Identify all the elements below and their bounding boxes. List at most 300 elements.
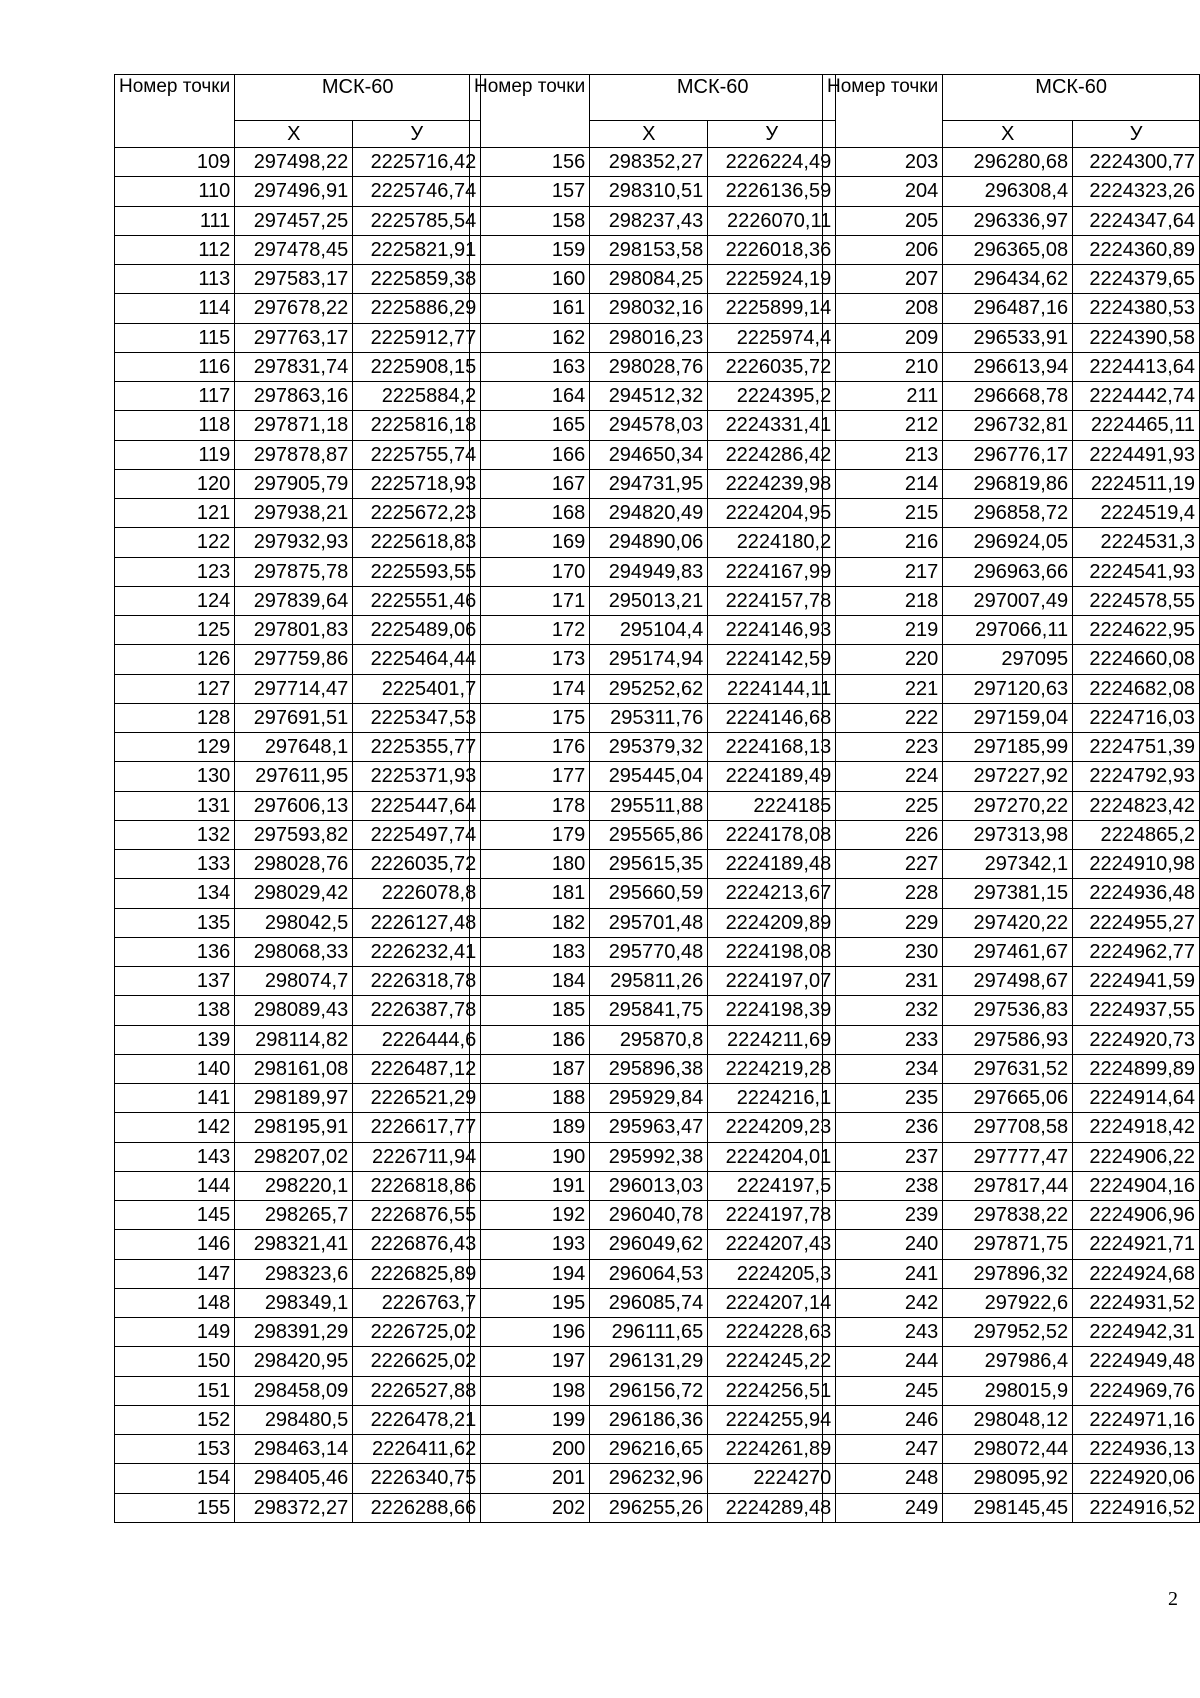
y-coordinate-cell: 2224937,55 [1073, 996, 1200, 1025]
table-row [115, 996, 481, 1025]
x-coordinate-cell: 297648,1 [235, 733, 353, 762]
x-coordinate-cell: 298265,7 [235, 1201, 353, 1230]
y-coordinate-cell: 2224865,2 [1073, 820, 1200, 849]
point-number-cell: 193 [470, 1230, 590, 1259]
table-row [470, 206, 836, 235]
table-row [115, 674, 481, 703]
x-coordinate-cell: 298391,29 [235, 1318, 353, 1347]
table-row [115, 733, 481, 762]
y-coordinate-cell: 2224144,11 [708, 674, 836, 703]
point-number-cell: 210 [823, 352, 943, 381]
y-coordinate-cell: 2224209,89 [708, 908, 836, 937]
y-coordinate-cell: 2225908,15 [353, 352, 481, 381]
point-number-cell: 154 [115, 1464, 235, 1493]
y-coordinate-cell: 2226340,75 [353, 1464, 481, 1493]
table-row [470, 148, 836, 177]
point-number-cell: 195 [470, 1288, 590, 1317]
y-coordinate-cell: 2224205,3 [708, 1259, 836, 1288]
x-coordinate-cell: 295870,8 [590, 1025, 708, 1054]
table-row [470, 879, 836, 908]
y-coordinate-cell: 2226224,49 [708, 148, 836, 177]
table-row [115, 762, 481, 791]
x-coordinate-cell: 296365,08 [943, 235, 1073, 264]
table-row [823, 1025, 1200, 1054]
y-coordinate-cell: 2225718,93 [353, 469, 481, 498]
point-number-cell: 247 [823, 1435, 943, 1464]
table-row [470, 996, 836, 1025]
x-coordinate-cell: 295379,32 [590, 733, 708, 762]
y-coordinate-cell: 2225347,53 [353, 703, 481, 732]
table-row [823, 937, 1200, 966]
y-coordinate-cell: 2226711,94 [353, 1142, 481, 1171]
y-coordinate-cell: 2224261,89 [708, 1435, 836, 1464]
point-number-cell: 165 [470, 411, 590, 440]
y-coordinate-cell: 2224622,95 [1073, 616, 1200, 645]
point-number-cell: 151 [115, 1376, 235, 1405]
point-number-cell: 132 [115, 820, 235, 849]
y-coordinate-cell: 2226478,21 [353, 1405, 481, 1434]
point-number-cell: 182 [470, 908, 590, 937]
table-row [823, 1376, 1200, 1405]
x-coordinate-cell: 296963,66 [943, 557, 1073, 586]
table-row [470, 499, 836, 528]
table-row [470, 177, 836, 206]
y-coordinate-cell: 2224245,22 [708, 1347, 836, 1376]
y-coordinate-cell: 2224910,98 [1073, 850, 1200, 879]
table-row [470, 1025, 836, 1054]
x-coordinate-cell: 298095,92 [943, 1464, 1073, 1493]
point-number-cell: 207 [823, 265, 943, 294]
y-coordinate-cell: 2224916,52 [1073, 1493, 1200, 1522]
x-coordinate-cell: 294578,03 [590, 411, 708, 440]
y-coordinate-cell: 2224204,01 [708, 1142, 836, 1171]
y-coordinate-cell: 2225886,29 [353, 294, 481, 323]
table-row [470, 1201, 836, 1230]
point-number-cell: 245 [823, 1376, 943, 1405]
point-number-cell: 194 [470, 1259, 590, 1288]
y-coordinate-cell: 2224914,64 [1073, 1084, 1200, 1113]
table-row [823, 206, 1200, 235]
table-row [115, 1230, 481, 1259]
table-row [115, 1025, 481, 1054]
x-coordinate-cell: 298310,51 [590, 177, 708, 206]
x-coordinate-cell: 295445,04 [590, 762, 708, 791]
table-row [823, 265, 1200, 294]
header-point-number: Номер точки [115, 75, 235, 148]
point-number-cell: 171 [470, 586, 590, 615]
y-coordinate-cell: 2224300,77 [1073, 148, 1200, 177]
point-number-cell: 199 [470, 1405, 590, 1434]
point-number-cell: 176 [470, 733, 590, 762]
point-number-cell: 189 [470, 1113, 590, 1142]
x-coordinate-cell: 296613,94 [943, 352, 1073, 381]
y-coordinate-cell: 2224531,3 [1073, 528, 1200, 557]
y-coordinate-cell: 2225371,93 [353, 762, 481, 791]
table-row [470, 586, 836, 615]
point-number-cell: 163 [470, 352, 590, 381]
y-coordinate-cell: 2224682,08 [1073, 674, 1200, 703]
y-coordinate-cell: 2224228,63 [708, 1318, 836, 1347]
x-coordinate-cell: 296216,65 [590, 1435, 708, 1464]
x-coordinate-cell: 296732,81 [943, 411, 1073, 440]
point-number-cell: 211 [823, 382, 943, 411]
point-number-cell: 112 [115, 235, 235, 264]
y-coordinate-cell: 2224578,55 [1073, 586, 1200, 615]
y-coordinate-cell: 2224924,68 [1073, 1259, 1200, 1288]
point-number-cell: 184 [470, 967, 590, 996]
header-coordinate-system: МСК-60 [943, 75, 1200, 121]
table-row [115, 908, 481, 937]
table-row [823, 674, 1200, 703]
table-row [115, 382, 481, 411]
table-row [823, 820, 1200, 849]
table-row [115, 1376, 481, 1405]
table-row [470, 820, 836, 849]
y-coordinate-cell: 2225551,46 [353, 586, 481, 615]
header-coordinate-system: МСК-60 [235, 75, 481, 121]
x-coordinate-cell: 298089,43 [235, 996, 353, 1025]
table-row [115, 820, 481, 849]
point-number-cell: 243 [823, 1318, 943, 1347]
x-coordinate-cell: 296434,62 [943, 265, 1073, 294]
table-row [470, 908, 836, 937]
table-row [470, 616, 836, 645]
x-coordinate-cell: 298068,33 [235, 937, 353, 966]
x-coordinate-cell: 295252,62 [590, 674, 708, 703]
table-row [823, 1259, 1200, 1288]
point-number-cell: 183 [470, 937, 590, 966]
point-number-cell: 204 [823, 177, 943, 206]
table-row [470, 323, 836, 352]
point-number-cell: 155 [115, 1493, 235, 1522]
y-coordinate-cell: 2224167,99 [708, 557, 836, 586]
y-coordinate-cell: 2224216,1 [708, 1084, 836, 1113]
x-coordinate-cell: 296013,03 [590, 1171, 708, 1200]
point-number-cell: 196 [470, 1318, 590, 1347]
x-coordinate-cell: 295615,35 [590, 850, 708, 879]
x-coordinate-cell: 297871,75 [943, 1230, 1073, 1259]
table-row [470, 937, 836, 966]
x-coordinate-cell: 296336,97 [943, 206, 1073, 235]
x-coordinate-cell: 296040,78 [590, 1201, 708, 1230]
point-number-cell: 144 [115, 1171, 235, 1200]
table-row [470, 762, 836, 791]
table-body [470, 148, 836, 1523]
x-coordinate-cell: 297270,22 [943, 791, 1073, 820]
y-coordinate-cell: 2225672,23 [353, 499, 481, 528]
point-number-cell: 170 [470, 557, 590, 586]
point-number-cell: 180 [470, 850, 590, 879]
x-coordinate-cell: 297708,58 [943, 1113, 1073, 1142]
point-number-cell: 186 [470, 1025, 590, 1054]
table-row [823, 733, 1200, 762]
y-coordinate-cell: 2224906,96 [1073, 1201, 1200, 1230]
point-number-cell: 230 [823, 937, 943, 966]
table-row [823, 1230, 1200, 1259]
y-coordinate-cell: 2224792,93 [1073, 762, 1200, 791]
x-coordinate-cell: 296819,86 [943, 469, 1073, 498]
table-row [470, 674, 836, 703]
x-coordinate-cell: 298321,41 [235, 1230, 353, 1259]
table-body [823, 148, 1200, 1523]
x-coordinate-cell: 297496,91 [235, 177, 353, 206]
point-number-cell: 146 [115, 1230, 235, 1259]
table-row [470, 1435, 836, 1464]
x-coordinate-cell: 297875,78 [235, 557, 353, 586]
table-row [823, 148, 1200, 177]
x-coordinate-cell: 297631,52 [943, 1054, 1073, 1083]
point-number-cell: 139 [115, 1025, 235, 1054]
x-coordinate-cell: 297878,87 [235, 440, 353, 469]
point-number-cell: 229 [823, 908, 943, 937]
point-number-cell: 190 [470, 1142, 590, 1171]
y-coordinate-cell: 2226387,78 [353, 996, 481, 1025]
x-coordinate-cell: 297095 [943, 645, 1073, 674]
x-coordinate-cell: 298237,43 [590, 206, 708, 235]
y-coordinate-cell: 2225716,42 [353, 148, 481, 177]
x-coordinate-cell: 296085,74 [590, 1288, 708, 1317]
point-number-cell: 129 [115, 733, 235, 762]
header-y: У [353, 121, 481, 148]
point-number-cell: 244 [823, 1347, 943, 1376]
y-coordinate-cell: 2224146,93 [708, 616, 836, 645]
y-coordinate-cell: 2224213,67 [708, 879, 836, 908]
x-coordinate-cell: 297763,17 [235, 323, 353, 352]
y-coordinate-cell: 2224379,65 [1073, 265, 1200, 294]
x-coordinate-cell: 295811,26 [590, 967, 708, 996]
x-coordinate-cell: 295896,38 [590, 1054, 708, 1083]
table-row [115, 1464, 481, 1493]
point-number-cell: 241 [823, 1259, 943, 1288]
x-coordinate-cell: 297583,17 [235, 265, 353, 294]
x-coordinate-cell: 295311,76 [590, 703, 708, 732]
y-coordinate-cell: 2224185 [708, 791, 836, 820]
y-coordinate-cell: 2224936,13 [1073, 1435, 1200, 1464]
x-coordinate-cell: 295963,47 [590, 1113, 708, 1142]
y-coordinate-cell: 2224168,13 [708, 733, 836, 762]
table-body [115, 148, 481, 1523]
point-number-cell: 227 [823, 850, 943, 879]
table-row [823, 440, 1200, 469]
point-number-cell: 118 [115, 411, 235, 440]
table-row [470, 1054, 836, 1083]
table-row [823, 967, 1200, 996]
table-row [115, 1493, 481, 1522]
x-coordinate-cell: 297159,04 [943, 703, 1073, 732]
point-number-cell: 233 [823, 1025, 943, 1054]
y-coordinate-cell: 2224541,93 [1073, 557, 1200, 586]
point-number-cell: 147 [115, 1259, 235, 1288]
point-number-cell: 167 [470, 469, 590, 498]
point-number-cell: 114 [115, 294, 235, 323]
header-x: Х [235, 121, 353, 148]
x-coordinate-cell: 297420,22 [943, 908, 1073, 937]
y-coordinate-cell: 2226136,59 [708, 177, 836, 206]
x-coordinate-cell: 297536,83 [943, 996, 1073, 1025]
point-number-cell: 202 [470, 1493, 590, 1522]
x-coordinate-cell: 297461,67 [943, 937, 1073, 966]
point-number-cell: 219 [823, 616, 943, 645]
point-number-cell: 200 [470, 1435, 590, 1464]
table-row [823, 1201, 1200, 1230]
x-coordinate-cell: 297777,47 [943, 1142, 1073, 1171]
table-row [470, 967, 836, 996]
point-number-cell: 225 [823, 791, 943, 820]
table-row [115, 206, 481, 235]
y-coordinate-cell: 2224904,16 [1073, 1171, 1200, 1200]
point-number-cell: 161 [470, 294, 590, 323]
point-number-cell: 143 [115, 1142, 235, 1171]
point-number-cell: 234 [823, 1054, 943, 1083]
x-coordinate-cell: 295929,84 [590, 1084, 708, 1113]
y-coordinate-cell: 2224955,27 [1073, 908, 1200, 937]
y-coordinate-cell: 2224920,73 [1073, 1025, 1200, 1054]
table-row [470, 469, 836, 498]
table-row [115, 1347, 481, 1376]
y-coordinate-cell: 2224660,08 [1073, 645, 1200, 674]
header-y: У [1073, 121, 1200, 148]
x-coordinate-cell: 298029,42 [235, 879, 353, 908]
point-number-cell: 208 [823, 294, 943, 323]
point-number-cell: 236 [823, 1113, 943, 1142]
table-row [115, 1435, 481, 1464]
y-coordinate-cell: 2225924,19 [708, 265, 836, 294]
table-row [823, 1113, 1200, 1142]
y-coordinate-cell: 2226318,78 [353, 967, 481, 996]
point-number-cell: 217 [823, 557, 943, 586]
point-number-cell: 169 [470, 528, 590, 557]
x-coordinate-cell: 296858,72 [943, 499, 1073, 528]
x-coordinate-cell: 297665,06 [943, 1084, 1073, 1113]
x-coordinate-cell: 295992,38 [590, 1142, 708, 1171]
header-y: У [708, 121, 836, 148]
table-row [115, 1259, 481, 1288]
table-row [823, 1288, 1200, 1317]
y-coordinate-cell: 2224442,74 [1073, 382, 1200, 411]
point-number-cell: 110 [115, 177, 235, 206]
x-coordinate-cell: 297938,21 [235, 499, 353, 528]
x-coordinate-cell: 294512,32 [590, 382, 708, 411]
y-coordinate-cell: 2224969,76 [1073, 1376, 1200, 1405]
point-number-cell: 128 [115, 703, 235, 732]
point-number-cell: 240 [823, 1230, 943, 1259]
table-row [470, 850, 836, 879]
y-coordinate-cell: 2224270 [708, 1464, 836, 1493]
table-row [115, 879, 481, 908]
table-row [823, 528, 1200, 557]
y-coordinate-cell: 2225746,74 [353, 177, 481, 206]
table-row [823, 235, 1200, 264]
x-coordinate-cell: 298352,27 [590, 148, 708, 177]
table-row [115, 791, 481, 820]
point-number-cell: 231 [823, 967, 943, 996]
y-coordinate-cell: 2224751,39 [1073, 733, 1200, 762]
header-coordinate-system: МСК-60 [590, 75, 836, 121]
x-coordinate-cell: 297498,22 [235, 148, 353, 177]
point-number-cell: 232 [823, 996, 943, 1025]
x-coordinate-cell: 296924,05 [943, 528, 1073, 557]
point-number-cell: 164 [470, 382, 590, 411]
y-coordinate-cell: 2224207,43 [708, 1230, 836, 1259]
x-coordinate-cell: 298016,23 [590, 323, 708, 352]
x-coordinate-cell: 297871,18 [235, 411, 353, 440]
y-coordinate-cell: 2226018,36 [708, 235, 836, 264]
table-row [470, 1230, 836, 1259]
x-coordinate-cell: 296776,17 [943, 440, 1073, 469]
y-coordinate-cell: 2226035,72 [708, 352, 836, 381]
x-coordinate-cell: 298372,27 [235, 1493, 353, 1522]
x-coordinate-cell: 297905,79 [235, 469, 353, 498]
point-number-cell: 197 [470, 1347, 590, 1376]
table-row [823, 996, 1200, 1025]
x-coordinate-cell: 298114,82 [235, 1025, 353, 1054]
table-row [470, 703, 836, 732]
point-number-cell: 216 [823, 528, 943, 557]
point-number-cell: 205 [823, 206, 943, 235]
x-coordinate-cell: 297952,52 [943, 1318, 1073, 1347]
table-row [115, 499, 481, 528]
point-number-cell: 249 [823, 1493, 943, 1522]
y-coordinate-cell: 2224256,51 [708, 1376, 836, 1405]
point-number-cell: 113 [115, 265, 235, 294]
x-coordinate-cell: 297007,49 [943, 586, 1073, 615]
x-coordinate-cell: 296308,4 [943, 177, 1073, 206]
x-coordinate-cell: 295013,21 [590, 586, 708, 615]
point-number-cell: 178 [470, 791, 590, 820]
y-coordinate-cell: 2224511,19 [1073, 469, 1200, 498]
table-row [823, 1084, 1200, 1113]
table-row [115, 850, 481, 879]
point-number-cell: 145 [115, 1201, 235, 1230]
x-coordinate-cell: 296280,68 [943, 148, 1073, 177]
y-coordinate-cell: 2224178,08 [708, 820, 836, 849]
point-number-cell: 174 [470, 674, 590, 703]
y-coordinate-cell: 2224942,31 [1073, 1318, 1200, 1347]
point-number-cell: 206 [823, 235, 943, 264]
point-number-cell: 156 [470, 148, 590, 177]
x-coordinate-cell: 295841,75 [590, 996, 708, 1025]
header-x: Х [943, 121, 1073, 148]
x-coordinate-cell: 298048,12 [943, 1405, 1073, 1434]
table-row [470, 1171, 836, 1200]
y-coordinate-cell: 2225899,14 [708, 294, 836, 323]
point-number-cell: 119 [115, 440, 235, 469]
x-coordinate-cell: 297714,47 [235, 674, 353, 703]
y-coordinate-cell: 2224198,08 [708, 937, 836, 966]
table-row [470, 411, 836, 440]
y-coordinate-cell: 2224491,93 [1073, 440, 1200, 469]
table-row [115, 235, 481, 264]
point-number-cell: 173 [470, 645, 590, 674]
x-coordinate-cell: 294731,95 [590, 469, 708, 498]
point-number-cell: 158 [470, 206, 590, 235]
table-row [823, 1464, 1200, 1493]
y-coordinate-cell: 2225785,54 [353, 206, 481, 235]
table-row [823, 177, 1200, 206]
x-coordinate-cell: 296255,26 [590, 1493, 708, 1522]
table-row [115, 645, 481, 674]
x-coordinate-cell: 297606,13 [235, 791, 353, 820]
table-row [115, 586, 481, 615]
x-coordinate-cell: 296533,91 [943, 323, 1073, 352]
x-coordinate-cell: 297759,86 [235, 645, 353, 674]
x-coordinate-cell: 297586,93 [943, 1025, 1073, 1054]
point-number-cell: 237 [823, 1142, 943, 1171]
point-number-cell: 209 [823, 323, 943, 352]
x-coordinate-cell: 297838,22 [943, 1201, 1073, 1230]
y-coordinate-cell: 2224197,78 [708, 1201, 836, 1230]
y-coordinate-cell: 2224918,42 [1073, 1113, 1200, 1142]
